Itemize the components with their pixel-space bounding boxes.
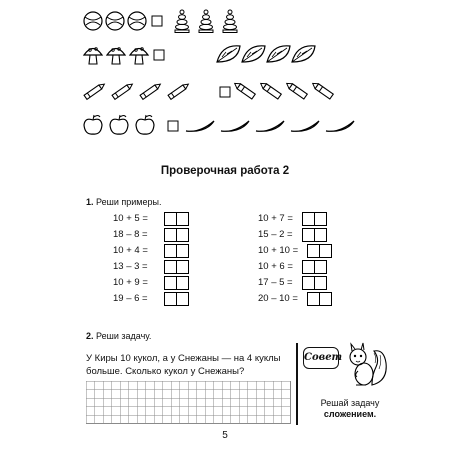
crayon-icon: [259, 81, 281, 99]
answer-boxes[interactable]: [164, 244, 188, 257]
expression-text: 10 + 6 =: [258, 261, 293, 272]
crayon-icon: [311, 81, 333, 99]
ball-icon: [84, 12, 102, 30]
task1-title: Реши примеры.: [96, 197, 162, 207]
example-right-4: [258, 260, 293, 274]
answer-boxes[interactable]: [164, 260, 188, 273]
expression-text: 20 – 10 =: [258, 293, 298, 304]
example-left-3: [113, 244, 148, 258]
task2-heading: [86, 331, 151, 341]
expression-text: 10 + 4 =: [113, 245, 148, 256]
answer-boxes[interactable]: [302, 260, 326, 273]
example-left-4: [113, 260, 148, 274]
answer-boxes[interactable]: [302, 276, 326, 289]
pyramid-icon: [223, 10, 237, 33]
mushroom-icon: [84, 48, 102, 64]
answer-boxes[interactable]: [164, 276, 188, 289]
page-number: 5: [222, 430, 228, 441]
expression-text: 10 + 9 =: [113, 277, 148, 288]
expression-text: 10 + 10 =: [258, 245, 299, 256]
banana-icon: [326, 121, 354, 131]
example-left-1: [113, 212, 148, 226]
task2-number: 2.: [86, 331, 94, 341]
pattern-row-3: [82, 79, 352, 105]
pattern-row-4: [82, 113, 362, 139]
task1-heading: [86, 197, 161, 207]
page-title: Проверочная работа 2: [160, 165, 290, 177]
answer-boxes[interactable]: [302, 228, 326, 241]
advice-line2: сложением.: [323, 409, 377, 419]
expression-text: 13 – 3 =: [113, 261, 148, 272]
banana-icon: [221, 121, 249, 131]
leaf-icon: [217, 46, 240, 62]
example-right-1: [258, 212, 293, 226]
example-right-5: [258, 276, 293, 290]
answer-boxes[interactable]: [164, 292, 188, 305]
apple-icon: [110, 115, 128, 134]
mushroom-icon: [107, 48, 125, 64]
squirrel-icon: [342, 341, 390, 391]
example-left-6: [113, 292, 148, 306]
ball-icon: [106, 12, 124, 30]
advice-badge: Совет: [303, 347, 339, 369]
answer-boxes[interactable]: [307, 244, 331, 257]
expression-text: 10 + 5 =: [113, 213, 148, 224]
expression-text: 17 – 5 =: [258, 277, 293, 288]
divider: [296, 343, 298, 425]
pen-icon: [140, 82, 162, 99]
task1-number: 1.: [86, 197, 94, 207]
example-right-2: [258, 228, 293, 242]
example-left-2: [113, 228, 148, 242]
banana-icon: [256, 121, 284, 131]
mushroom-icon: [130, 48, 148, 64]
empty-answer-box[interactable]: [154, 50, 164, 60]
example-right-6: [258, 292, 298, 306]
ball-icon: [128, 12, 146, 30]
pen-icon: [112, 82, 134, 99]
leaf-icon: [242, 46, 265, 62]
pattern-row-1: [82, 8, 282, 34]
pyramid-icon: [175, 10, 189, 33]
leaf-icon: [292, 46, 315, 62]
banana-icon: [186, 121, 214, 131]
advice-line1: Решай задачу: [320, 398, 380, 408]
expression-text: 19 – 6 =: [113, 293, 148, 304]
pyramid-icon: [199, 10, 213, 33]
empty-answer-box[interactable]: [220, 87, 230, 97]
empty-answer-box[interactable]: [152, 16, 162, 26]
pen-icon: [168, 82, 190, 99]
pattern-row-2: [82, 42, 322, 68]
answer-boxes[interactable]: [164, 212, 188, 225]
task2-title: Реши задачу.: [96, 331, 152, 341]
apple-icon: [136, 115, 154, 134]
crayon-icon: [233, 81, 255, 99]
empty-answer-box[interactable]: [168, 121, 178, 131]
answer-grid[interactable]: [86, 381, 291, 424]
advice-text: [300, 398, 400, 420]
expression-text: 18 – 8 =: [113, 229, 148, 240]
expression-text: 15 – 2 =: [258, 229, 293, 240]
crayon-icon: [285, 81, 307, 99]
task2-problem-text: У Киры 10 кукол, а у Снежаны — на 4 куклы больше. Сколько кукол у Снежаны?: [86, 353, 281, 377]
answer-boxes[interactable]: [307, 292, 331, 305]
example-left-5: [113, 276, 148, 290]
leaf-icon: [267, 46, 290, 62]
apple-icon: [84, 115, 102, 134]
banana-icon: [291, 121, 319, 131]
answer-boxes[interactable]: [302, 212, 326, 225]
expression-text: 10 + 7 =: [258, 213, 293, 224]
answer-boxes[interactable]: [164, 228, 188, 241]
example-right-3: [258, 244, 298, 258]
pen-icon: [84, 82, 106, 99]
